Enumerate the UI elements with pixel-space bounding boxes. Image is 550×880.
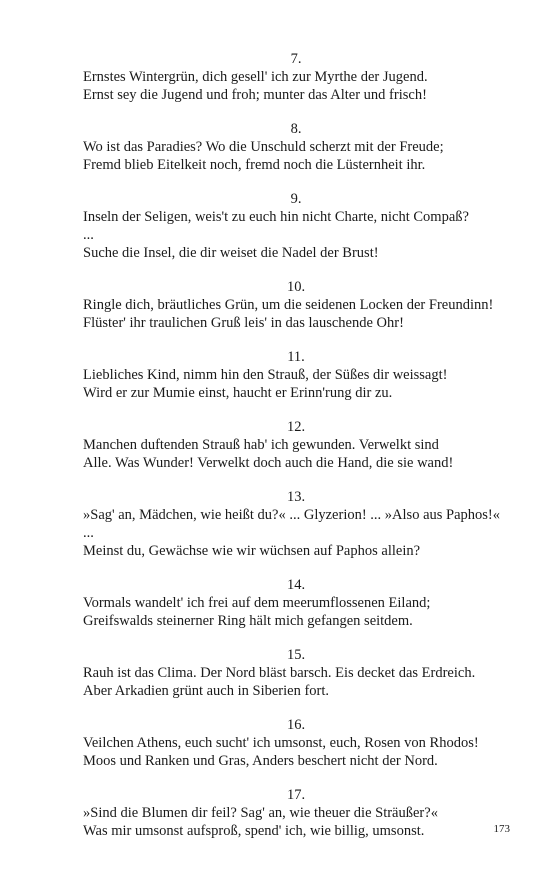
stanza (83, 191, 509, 262)
verse-line: Was mir umsonst aufsproß, spend' ich, wie billig, umsonst. (83, 823, 425, 839)
page-number: 173 (493, 823, 510, 835)
stanza (83, 787, 509, 840)
verse-line: »Sag' an, Mädchen, wie heißt du?« ... Glyzerion! ... »Also aus Paphos!« (83, 507, 500, 523)
stanza-number: 13. (286, 489, 306, 505)
verse-line: Manchen duftenden Strauß hab' ich gewunden. Verwelkt sind (83, 437, 439, 453)
stanza-number: 15. (286, 647, 306, 663)
verse-line: Wo ist das Paradies? Wo die Unschuld scherzt mit der Freude; (83, 139, 444, 155)
stanza-number: 7. (290, 51, 302, 67)
stanza (83, 717, 509, 770)
stanza-number: 10. (286, 279, 306, 295)
verse-line: Moos und Ranken und Gras, Anders beschert nicht der Nord. (83, 753, 438, 769)
verse-line: Rauh ist das Clima. Der Nord bläst barsch. Eis decket das Erdreich. (83, 665, 476, 681)
verse-line: Ernstes Wintergrün, dich gesell' ich zur Myrthe der Jugend. (83, 69, 428, 85)
verse-line: Fremd blieb Eitelkeit noch, fremd noch die Lüsternheit ihr. (83, 157, 426, 173)
verse-line: Liebliches Kind, nimm hin den Strauß, der Süßes dir weissagt! (83, 367, 448, 383)
stanza (83, 647, 509, 700)
stanza (83, 121, 509, 174)
verse-line: Aber Arkadien grünt auch in Siberien fort. (83, 683, 330, 699)
verse-line: »Sind die Blumen dir feil? Sag' an, wie theuer die Sträußer?« (83, 805, 438, 821)
stanza (83, 349, 509, 402)
stanza (83, 51, 509, 104)
verse-line: Meinst du, Gewächse wie wir wüchsen auf Paphos allein? (83, 543, 421, 559)
verse-line: Suche die Insel, die dir weiset die Nadel der Brust! (83, 245, 379, 261)
stanza-number: 16. (286, 717, 306, 733)
verse-line: Ernst sey die Jugend und froh; munter das Alter und frisch! (83, 87, 427, 103)
stanza-number: 9. (290, 191, 302, 207)
verse-line: Wird er zur Mumie einst, haucht er Erinn'rung dir zu. (83, 385, 393, 401)
verse-line: Alle. Was Wunder! Verwelkt doch auch die Hand, die sie wand! (83, 455, 454, 471)
verse-line: ... (83, 525, 94, 541)
verse-line: Greifswalds steinerner Ring hält mich gefangen seitdem. (83, 613, 413, 629)
verse-line: Vormals wandelt' ich frei auf dem meerumflossenen Eiland; (83, 595, 431, 611)
stanza-number: 14. (286, 577, 306, 593)
stanza-number: 11. (287, 349, 305, 365)
stanza-number: 17. (286, 787, 306, 803)
poem-body (83, 51, 509, 857)
stanza (83, 279, 509, 332)
verse-line: Ringle dich, bräutliches Grün, um die seidenen Locken der Freundinn! (83, 297, 494, 313)
verse-line: Flüster' ihr traulichen Gruß leis' in das lauschende Ohr! (83, 315, 404, 331)
stanza-number: 12. (286, 419, 306, 435)
verse-line: Veilchen Athens, euch sucht' ich umsonst, euch, Rosen von Rhodos! (83, 735, 479, 751)
verse-line: Inseln der Seligen, weis't zu euch hin nicht Charte, nicht Compaß? (83, 209, 469, 225)
stanza-number: 8. (290, 121, 302, 137)
stanza (83, 419, 509, 472)
verse-line: ... (83, 227, 94, 243)
stanza (83, 489, 509, 560)
stanza (83, 577, 509, 630)
